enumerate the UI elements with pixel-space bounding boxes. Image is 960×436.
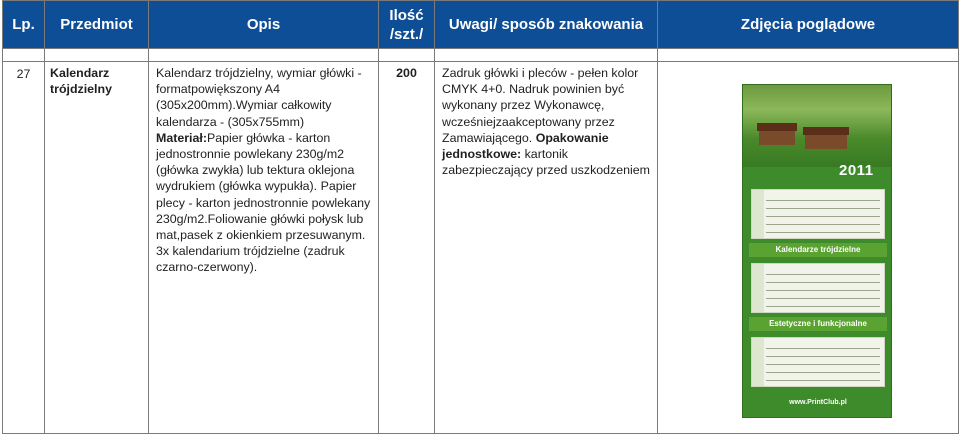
spacer-row <box>3 49 959 62</box>
cell-description <box>149 62 379 434</box>
header-photos: Zdjęcia poglądowe <box>658 1 959 49</box>
header-lp: Lp. <box>3 1 45 49</box>
header-quantity <box>379 1 435 49</box>
calendar-month-grid <box>751 337 885 387</box>
cell-notes <box>435 62 658 434</box>
calendar-month-grid <box>751 263 885 313</box>
description-text-1: Kalendarz trójdzielny, wymiar główki - formatpowiększony A4 (305x200mm).Wymiar całkowity kalendarza - (305x755mm) <box>156 66 362 129</box>
cell-quantity: 200 <box>379 62 435 434</box>
cell-subject: Kalendarz trójdzielny <box>45 62 149 434</box>
header-row <box>3 1 959 49</box>
calendar-url: www.PrintClub.pl <box>789 398 847 406</box>
header-description: Opis <box>149 1 379 49</box>
description-text-2: Papier główka - karton jednostronnie powlekany 230g/m2 (główka zwykła) lub tektura oklejona wydrukiem (główka wypukła). Papier plecy - karton jednostronnie powlekany 230g/m2.Foliowanie główki połysk lub mat,pasek z okienkiem przesuwanym. 3x kalendarium trójdzielne (zadruk czarno-czerwony). <box>156 130 371 275</box>
cell-photo <box>658 62 959 434</box>
header-quantity-line2: /szt./ <box>389 25 424 43</box>
table-row <box>3 62 959 434</box>
calendar-year: 2011 <box>839 162 874 179</box>
calendar-landscape-photo <box>743 85 892 167</box>
notes-text-2: kartonik zabezpieczający przed uszkodzeniem <box>442 147 650 178</box>
calendar-month-grid <box>751 189 885 239</box>
calendar-band-1: Kalendarze trójdzielne <box>749 243 887 257</box>
cell-lp: 27 <box>3 62 45 434</box>
notes-packaging-label: Opakowanie jednostkowe: <box>442 130 609 162</box>
calendar-preview-image <box>742 84 892 418</box>
specification-table <box>2 0 959 434</box>
description-material-label: Materiał: <box>156 130 207 145</box>
header-subject: Przedmiot <box>45 1 149 49</box>
header-notes: Uwagi/ sposób znakowania <box>435 1 658 49</box>
header-quantity-line1: Ilość <box>389 6 424 24</box>
notes-text-1: Zadruk główki i pleców - pełen kolor CMYK 4+0. Nadruk powinien być wykonany przez Wykonawcę, wcześniejzaakceptowany przez Zamawiającego. <box>442 66 639 145</box>
calendar-band-2: Estetyczne i funkcjonalne <box>749 317 887 331</box>
